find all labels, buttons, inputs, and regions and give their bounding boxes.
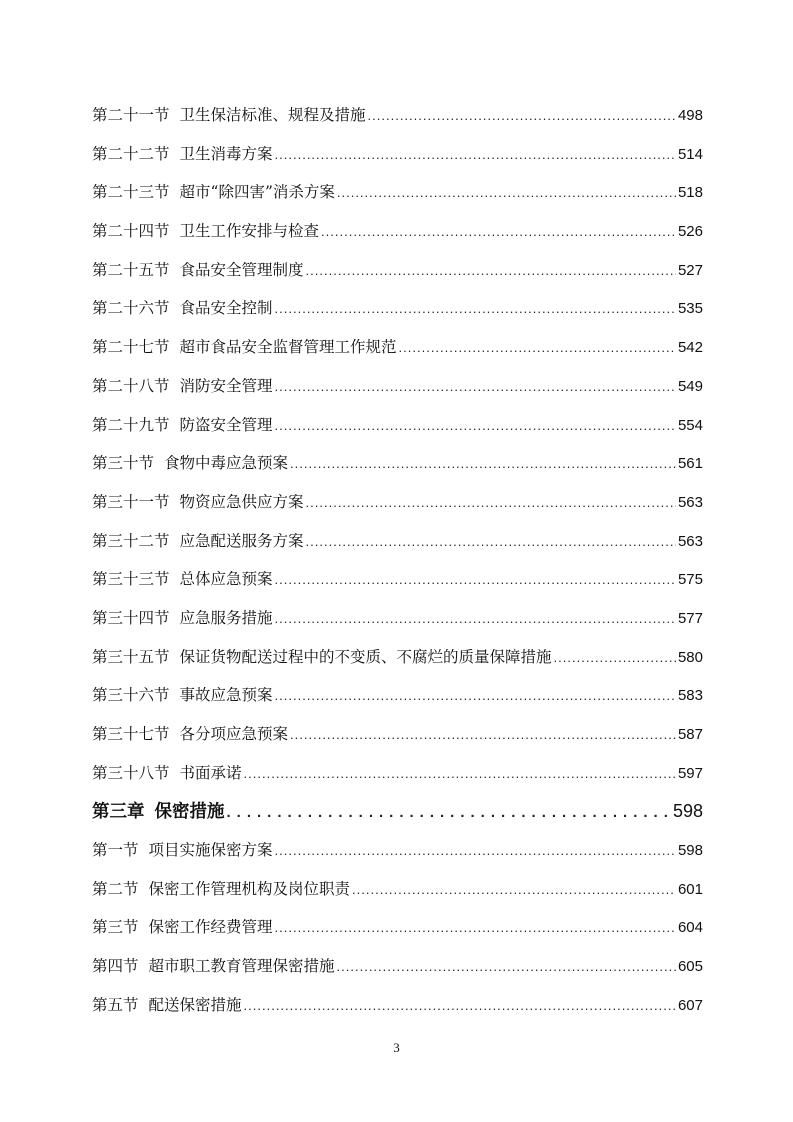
section-title: 保证货物配送过程中的不变质、不腐烂的质量保障措施 — [179, 647, 552, 666]
toc-entry[interactable] — [92, 367, 703, 406]
toc-entry[interactable] — [92, 908, 703, 947]
section-number: 第一节 — [92, 841, 139, 860]
section-number: 第二十八节 — [92, 376, 170, 395]
dot-leader — [275, 407, 676, 446]
dot-leader — [275, 368, 676, 407]
toc-entry[interactable] — [92, 251, 703, 290]
section-number: 第三节 — [92, 918, 139, 937]
section-title: 各分项应急预案 — [179, 725, 289, 743]
section-number: 第三十五节 — [92, 647, 170, 666]
section-title: 物资应急供应方案 — [179, 492, 304, 511]
dot-leader — [352, 871, 676, 910]
toc-entry[interactable] — [92, 289, 703, 328]
toc-entry[interactable] — [92, 870, 703, 909]
section-title: 书面承诺 — [179, 763, 242, 782]
dot-leader — [337, 174, 676, 213]
toc-chapter-entry[interactable] — [92, 792, 703, 831]
dot-leader — [368, 97, 676, 136]
section-number: 第三十六节 — [92, 686, 170, 705]
section-number: 第三十七节 — [92, 725, 170, 743]
page-ref: 607 — [677, 996, 703, 1014]
dot-leader — [554, 639, 676, 678]
section-title: 总体应急预案 — [179, 570, 273, 589]
section-title: 食物中毒应急预案 — [164, 454, 289, 473]
page-ref: 549 — [677, 377, 703, 395]
section-number: 第四节 — [92, 957, 139, 976]
dot-leader — [290, 716, 676, 755]
section-title: 消防安全管理 — [179, 376, 273, 395]
page-ref: 498 — [677, 107, 703, 124]
dot-leader — [275, 677, 676, 716]
page-ref: 580 — [677, 648, 703, 666]
dot-leader — [275, 600, 676, 639]
dot-leader — [244, 987, 676, 1026]
toc-entry[interactable] — [92, 986, 703, 1025]
table-of-contents — [92, 96, 703, 1025]
section-title: 保密工作经费管理 — [148, 918, 273, 937]
section-title: 卫生保洁标准、规程及措施 — [179, 106, 366, 124]
page-ref: 604 — [677, 919, 703, 937]
section-number: 第三十节 — [92, 454, 155, 473]
dot-leader — [275, 909, 676, 948]
dot-leader — [275, 290, 676, 329]
dot-leader — [275, 832, 676, 871]
page-number: 3 — [393, 1040, 400, 1055]
dot-leader — [290, 445, 676, 484]
section-title: 卫生消毒方案 — [179, 144, 273, 163]
section-number: 第二十七节 — [92, 338, 170, 357]
toc-entry[interactable] — [92, 638, 703, 677]
section-title: 超市职工教育管理保密措施 — [148, 957, 335, 976]
dot-leader — [306, 484, 676, 523]
dot-leader — [275, 136, 676, 175]
section-title: 保密工作管理机构及岗位职责 — [148, 879, 351, 898]
page-ref: 598 — [677, 842, 703, 860]
section-number: 第五节 — [92, 995, 139, 1014]
page-ref: 605 — [677, 958, 703, 976]
page-ref: 577 — [677, 609, 703, 627]
page-ref: 601 — [677, 880, 703, 898]
section-number: 第二十九节 — [92, 415, 170, 434]
page-ref: 563 — [677, 532, 703, 550]
page-ref: 587 — [677, 726, 703, 743]
page-ref: 561 — [677, 455, 703, 473]
toc-entry[interactable] — [92, 676, 703, 715]
section-title: 防盗安全管理 — [179, 415, 273, 434]
page-ref: 518 — [677, 184, 703, 202]
toc-entry[interactable] — [92, 328, 703, 367]
toc-entry[interactable] — [92, 599, 703, 638]
section-title: 食品安全管理制度 — [179, 260, 304, 279]
dot-leader — [275, 561, 676, 600]
toc-entry[interactable] — [92, 715, 703, 754]
page-ref: 514 — [677, 145, 703, 163]
section-number: 第二节 — [92, 879, 139, 898]
section-title: 食品安全控制 — [179, 299, 273, 318]
section-title: 超市食品安全监督管理工作规范 — [179, 338, 397, 357]
toc-entry[interactable] — [92, 522, 703, 561]
dot-leader — [244, 755, 676, 794]
section-number: 第二十六节 — [92, 299, 170, 318]
toc-entry[interactable] — [92, 96, 703, 135]
toc-entry[interactable] — [92, 135, 703, 174]
dot-leader — [337, 948, 676, 987]
section-number: 第三十四节 — [92, 608, 170, 627]
section-title: 配送保密措施 — [148, 995, 242, 1014]
toc-entry[interactable] — [92, 212, 703, 251]
page-ref: 542 — [677, 339, 703, 357]
dot-leader — [306, 252, 676, 291]
toc-entry[interactable] — [92, 483, 703, 522]
dot-leader — [306, 523, 676, 562]
page-ref: 554 — [677, 416, 703, 434]
section-number: 第二十二节 — [92, 144, 170, 163]
section-number: 第二十四节 — [92, 222, 170, 241]
page-ref: 563 — [677, 493, 703, 511]
page-ref: 526 — [677, 223, 703, 241]
page-ref: 535 — [677, 300, 703, 318]
dot-leader — [399, 329, 676, 368]
page-ref: 583 — [677, 687, 703, 705]
section-title: 应急服务措施 — [179, 608, 273, 627]
page-ref: 597 — [677, 764, 703, 782]
dot-leader — [321, 213, 676, 252]
section-number: 第三十八节 — [92, 763, 170, 782]
section-title: 应急配送服务方案 — [179, 531, 304, 550]
section-number: 第二十一节 — [92, 106, 170, 124]
toc-entry[interactable] — [92, 947, 703, 986]
toc-entry[interactable] — [92, 560, 703, 599]
section-number: 第三十一节 — [92, 492, 170, 511]
section-title: 超市“除四害”消杀方案 — [179, 183, 335, 202]
toc-entry[interactable] — [92, 173, 703, 212]
section-number: 第三十二节 — [92, 531, 170, 550]
chapter-title: 保密措施 — [154, 802, 225, 823]
section-number: 第二十三节 — [92, 183, 170, 202]
section-number: 第二十五节 — [92, 260, 170, 279]
toc-entry[interactable] — [92, 444, 703, 483]
page-ref: 575 — [677, 571, 703, 589]
section-title: 卫生工作安排与检查 — [179, 222, 320, 241]
toc-entry[interactable] — [92, 406, 703, 445]
toc-entry[interactable] — [92, 754, 703, 793]
section-number: 第三十三节 — [92, 570, 170, 589]
chapter-number: 第三章 — [92, 802, 145, 823]
toc-entry[interactable] — [92, 831, 703, 870]
section-title: 事故应急预案 — [179, 686, 273, 705]
dot-leader — [227, 794, 671, 833]
page-ref: 527 — [677, 261, 703, 279]
page-ref: 598 — [672, 801, 703, 822]
section-title: 项目实施保密方案 — [148, 841, 273, 860]
